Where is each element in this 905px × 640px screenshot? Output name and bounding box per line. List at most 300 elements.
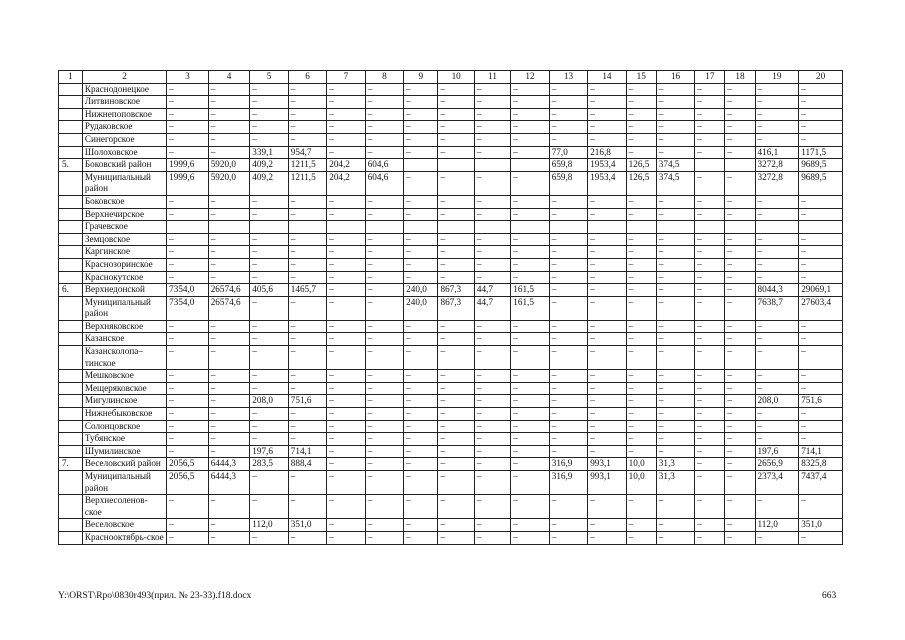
- table-cell: –: [656, 346, 694, 370]
- table-cell: [511, 159, 549, 172]
- table-cell: –: [208, 195, 250, 208]
- table-cell: –: [365, 96, 403, 109]
- table-cell: –: [588, 233, 626, 246]
- row-number: [59, 382, 83, 395]
- table-cell: –: [549, 370, 587, 383]
- table-cell: –: [474, 258, 510, 271]
- row-name: Шумилинское: [82, 445, 166, 458]
- table-cell: –: [755, 333, 799, 346]
- table-cell: 867,3: [438, 296, 474, 320]
- table-cell: –: [365, 121, 403, 134]
- table-cell: –: [327, 96, 365, 109]
- table-cell: –: [438, 445, 474, 458]
- table-cell: –: [799, 133, 843, 146]
- row-name: Верхнечирское: [82, 208, 166, 221]
- table-cell: –: [656, 408, 694, 421]
- table-cell: –: [725, 420, 755, 433]
- table-cell: –: [474, 382, 510, 395]
- table-cell: –: [755, 320, 799, 333]
- table-cell: –: [799, 246, 843, 259]
- table-cell: –: [365, 108, 403, 121]
- table-cell: –: [250, 96, 288, 109]
- table-cell: –: [327, 346, 365, 370]
- row-number: [59, 83, 83, 96]
- table-cell: –: [695, 233, 725, 246]
- table-cell: –: [695, 382, 725, 395]
- table-cell: –: [511, 246, 549, 259]
- table-cell: [365, 221, 403, 234]
- table-cell: 993,1: [588, 471, 626, 495]
- table-row: [59, 83, 843, 96]
- table-cell: –: [438, 121, 474, 134]
- table-cell: –: [365, 433, 403, 446]
- row-number: [59, 195, 83, 208]
- table-cell: –: [438, 146, 474, 159]
- table-cell: –: [626, 346, 656, 370]
- table-cell: –: [288, 471, 326, 495]
- table-cell: 316,9: [549, 458, 587, 471]
- table-cell: –: [626, 284, 656, 297]
- table-cell: –: [404, 333, 438, 346]
- table-cell: –: [588, 395, 626, 408]
- table-cell: –: [588, 258, 626, 271]
- table-cell: –: [799, 195, 843, 208]
- table-row: [59, 108, 843, 121]
- table-cell: –: [208, 146, 250, 159]
- row-name: Тубянское: [82, 433, 166, 446]
- row-name: Верхняковское: [82, 320, 166, 333]
- table-cell: –: [626, 333, 656, 346]
- table-cell: –: [511, 408, 549, 421]
- table-cell: –: [695, 408, 725, 421]
- row-number: [59, 121, 83, 134]
- table-cell: –: [626, 208, 656, 221]
- table-cell: –: [404, 408, 438, 421]
- table-cell: 208,0: [755, 395, 799, 408]
- table-cell: –: [725, 433, 755, 446]
- row-number: 5.: [59, 159, 83, 172]
- table-cell: –: [511, 495, 549, 519]
- table-cell: –: [327, 408, 365, 421]
- table-cell: –: [288, 382, 326, 395]
- table-cell: 8325,8: [799, 458, 843, 471]
- table-cell: –: [474, 408, 510, 421]
- table-cell: –: [799, 370, 843, 383]
- table-cell: 409,2: [250, 159, 288, 172]
- table-cell: 1953,4: [588, 171, 626, 195]
- table-cell: –: [656, 333, 694, 346]
- table-cell: –: [511, 395, 549, 408]
- table-cell: –: [656, 271, 694, 284]
- table-cell: –: [474, 458, 510, 471]
- table-cell: –: [208, 121, 250, 134]
- row-name: Казанское: [82, 333, 166, 346]
- table-cell: –: [725, 271, 755, 284]
- table-row: [59, 121, 843, 134]
- row-number: [59, 395, 83, 408]
- table-row: [59, 296, 843, 320]
- table-cell: –: [250, 258, 288, 271]
- table-cell: 751,6: [288, 395, 326, 408]
- table-cell: –: [327, 284, 365, 297]
- table-cell: –: [288, 531, 326, 544]
- table-cell: –: [167, 233, 209, 246]
- table-cell: –: [725, 320, 755, 333]
- table-cell: –: [695, 495, 725, 519]
- table-cell: [725, 159, 755, 172]
- table-cell: –: [208, 258, 250, 271]
- table-row: [59, 146, 843, 159]
- table-row: [59, 233, 843, 246]
- table-cell: –: [725, 96, 755, 109]
- table-cell: –: [438, 96, 474, 109]
- table-cell: –: [365, 320, 403, 333]
- table-cell: –: [288, 420, 326, 433]
- table-cell: –: [725, 458, 755, 471]
- table-cell: 5920,0: [208, 159, 250, 172]
- table-cell: –: [288, 370, 326, 383]
- table-cell: 1953,4: [588, 159, 626, 172]
- table-cell: –: [167, 320, 209, 333]
- header-cell: 20: [799, 71, 843, 84]
- table-cell: –: [725, 133, 755, 146]
- table-cell: –: [695, 171, 725, 195]
- table-cell: [474, 221, 510, 234]
- table-cell: [474, 159, 510, 172]
- table-cell: –: [656, 433, 694, 446]
- table-cell: –: [404, 420, 438, 433]
- row-number: [59, 445, 83, 458]
- table-cell: 112,0: [250, 519, 288, 532]
- table-cell: –: [404, 83, 438, 96]
- table-cell: 197,6: [755, 445, 799, 458]
- table-cell: –: [167, 271, 209, 284]
- table-cell: –: [695, 370, 725, 383]
- table-cell: –: [250, 271, 288, 284]
- table-cell: –: [511, 233, 549, 246]
- table-row: [59, 433, 843, 446]
- table-cell: –: [511, 208, 549, 221]
- table-cell: –: [799, 433, 843, 446]
- row-name: Боковское: [82, 195, 166, 208]
- table-cell: 7437,4: [799, 471, 843, 495]
- table-cell: –: [588, 420, 626, 433]
- table-cell: 7354,0: [167, 296, 209, 320]
- table-cell: –: [656, 233, 694, 246]
- table-cell: –: [511, 195, 549, 208]
- table-row: [59, 221, 843, 234]
- table-cell: [438, 221, 474, 234]
- table-cell: –: [755, 382, 799, 395]
- table-cell: –: [695, 320, 725, 333]
- table-cell: –: [695, 519, 725, 532]
- table-cell: –: [549, 420, 587, 433]
- table-row: [59, 370, 843, 383]
- row-name: Нижнебыковское: [82, 408, 166, 421]
- table-cell: 161,5: [511, 284, 549, 297]
- table-cell: –: [626, 258, 656, 271]
- table-cell: –: [725, 284, 755, 297]
- table-cell: –: [799, 121, 843, 134]
- table-cell: –: [588, 133, 626, 146]
- header-cell: 18: [725, 71, 755, 84]
- table-cell: –: [626, 195, 656, 208]
- table-cell: –: [365, 445, 403, 458]
- table-cell: 714,1: [288, 445, 326, 458]
- table-cell: –: [695, 420, 725, 433]
- table-cell: –: [404, 96, 438, 109]
- table-cell: 1171,5: [799, 146, 843, 159]
- table-cell: –: [208, 233, 250, 246]
- table-cell: –: [695, 395, 725, 408]
- table-cell: –: [588, 370, 626, 383]
- row-number: [59, 320, 83, 333]
- table-cell: –: [695, 83, 725, 96]
- row-number: [59, 420, 83, 433]
- table-cell: –: [404, 233, 438, 246]
- table-cell: –: [511, 346, 549, 370]
- table-cell: –: [588, 408, 626, 421]
- table-row: [59, 531, 843, 544]
- table-cell: –: [438, 370, 474, 383]
- table-cell: –: [327, 519, 365, 532]
- table-cell: –: [208, 208, 250, 221]
- row-number: [59, 296, 83, 320]
- table-cell: –: [626, 121, 656, 134]
- table-cell: –: [365, 519, 403, 532]
- table-cell: –: [474, 519, 510, 532]
- table-cell: –: [755, 370, 799, 383]
- table-cell: –: [208, 320, 250, 333]
- table-cell: –: [725, 408, 755, 421]
- table-cell: –: [167, 519, 209, 532]
- table-cell: 351,0: [288, 519, 326, 532]
- table-cell: –: [208, 108, 250, 121]
- row-name: Каргинское: [82, 246, 166, 259]
- table-cell: –: [549, 121, 587, 134]
- table-cell: –: [288, 408, 326, 421]
- table-cell: –: [549, 208, 587, 221]
- table-cell: –: [208, 370, 250, 383]
- table-cell: –: [327, 83, 365, 96]
- table-cell: –: [327, 382, 365, 395]
- table-cell: –: [588, 445, 626, 458]
- table-cell: –: [474, 146, 510, 159]
- table-cell: –: [799, 320, 843, 333]
- table-cell: –: [167, 246, 209, 259]
- table-cell: –: [588, 519, 626, 532]
- table-cell: –: [288, 495, 326, 519]
- table-cell: –: [365, 296, 403, 320]
- table-cell: –: [438, 233, 474, 246]
- table-cell: –: [365, 133, 403, 146]
- table-cell: –: [549, 333, 587, 346]
- table-cell: –: [588, 296, 626, 320]
- table-cell: –: [250, 83, 288, 96]
- table-cell: [511, 221, 549, 234]
- header-cell: 2: [82, 71, 166, 84]
- row-name: Боковский район: [82, 159, 166, 172]
- table-cell: –: [799, 96, 843, 109]
- table-cell: –: [725, 83, 755, 96]
- table-cell: –: [438, 395, 474, 408]
- table-cell: –: [511, 121, 549, 134]
- table-cell: [626, 221, 656, 234]
- table-cell: –: [404, 458, 438, 471]
- table-cell: –: [656, 370, 694, 383]
- table-cell: –: [365, 346, 403, 370]
- table-cell: –: [288, 258, 326, 271]
- table-cell: –: [438, 108, 474, 121]
- table-cell: –: [588, 96, 626, 109]
- table-cell: –: [208, 271, 250, 284]
- table-cell: –: [438, 271, 474, 284]
- table-cell: –: [511, 531, 549, 544]
- table-cell: –: [438, 531, 474, 544]
- table-cell: –: [404, 208, 438, 221]
- table-cell: –: [404, 445, 438, 458]
- table-cell: –: [288, 96, 326, 109]
- row-number: [59, 146, 83, 159]
- table-cell: –: [327, 395, 365, 408]
- footer-page-number: 663: [822, 591, 837, 601]
- table-cell: –: [695, 445, 725, 458]
- table-cell: 1999,6: [167, 159, 209, 172]
- table-cell: –: [799, 108, 843, 121]
- table-cell: –: [208, 83, 250, 96]
- row-name: Грачевское: [82, 221, 166, 234]
- table-cell: –: [250, 320, 288, 333]
- table-cell: –: [365, 458, 403, 471]
- row-number: [59, 370, 83, 383]
- table-row: [59, 271, 843, 284]
- table-cell: –: [511, 370, 549, 383]
- table-cell: –: [626, 395, 656, 408]
- table-row: [59, 258, 843, 271]
- row-number: [59, 221, 83, 234]
- table-cell: 405,6: [250, 284, 288, 297]
- table-cell: –: [438, 420, 474, 433]
- table-cell: 29069,1: [799, 284, 843, 297]
- table-cell: –: [725, 195, 755, 208]
- table-cell: –: [438, 83, 474, 96]
- header-row: [59, 71, 843, 84]
- table-cell: –: [695, 121, 725, 134]
- table-cell: –: [365, 471, 403, 495]
- table-cell: –: [208, 96, 250, 109]
- table-cell: –: [725, 146, 755, 159]
- table-cell: –: [549, 284, 587, 297]
- table-cell: –: [327, 531, 365, 544]
- row-number: [59, 208, 83, 221]
- table-cell: –: [626, 83, 656, 96]
- table-cell: –: [167, 121, 209, 134]
- table-cell: 27603,4: [799, 296, 843, 320]
- row-number: [59, 433, 83, 446]
- row-number: [59, 408, 83, 421]
- table-cell: –: [626, 233, 656, 246]
- row-name: Шолоховское: [82, 146, 166, 159]
- table-cell: 7638,7: [755, 296, 799, 320]
- table-cell: 240,0: [404, 284, 438, 297]
- row-name: Муниципальный район: [82, 471, 166, 495]
- table-cell: –: [656, 320, 694, 333]
- table-cell: –: [474, 96, 510, 109]
- table-cell: –: [474, 433, 510, 446]
- table-cell: 888,4: [288, 458, 326, 471]
- header-cell: 12: [511, 71, 549, 84]
- table-cell: –: [288, 233, 326, 246]
- header-cell: 19: [755, 71, 799, 84]
- table-cell: 714,1: [799, 445, 843, 458]
- table-cell: [288, 221, 326, 234]
- table-cell: 2056,5: [167, 471, 209, 495]
- table-cell: –: [799, 531, 843, 544]
- table-cell: –: [474, 246, 510, 259]
- table-cell: –: [549, 519, 587, 532]
- table-cell: –: [327, 433, 365, 446]
- table-cell: –: [755, 246, 799, 259]
- row-name: Краснодонецкое: [82, 83, 166, 96]
- table-cell: 993,1: [588, 458, 626, 471]
- table-cell: 112,0: [755, 519, 799, 532]
- table-cell: –: [626, 519, 656, 532]
- table-cell: –: [365, 246, 403, 259]
- table-cell: –: [474, 333, 510, 346]
- table-cell: 6444,3: [208, 471, 250, 495]
- table-cell: –: [549, 320, 587, 333]
- header-cell: 9: [404, 71, 438, 84]
- table-cell: –: [288, 83, 326, 96]
- table-cell: –: [327, 195, 365, 208]
- table-cell: –: [588, 83, 626, 96]
- table-cell: –: [725, 346, 755, 370]
- row-name: Казансколопа–тинское: [82, 346, 166, 370]
- table-cell: –: [288, 121, 326, 134]
- table-cell: –: [288, 133, 326, 146]
- table-cell: –: [626, 420, 656, 433]
- table-cell: –: [365, 395, 403, 408]
- table-cell: –: [404, 395, 438, 408]
- table-cell: –: [288, 333, 326, 346]
- table-cell: –: [327, 320, 365, 333]
- table-row: [59, 159, 843, 172]
- table-cell: 161,5: [511, 296, 549, 320]
- table-cell: 9689,5: [799, 171, 843, 195]
- row-number: [59, 531, 83, 544]
- row-number: [59, 333, 83, 346]
- table-cell: –: [365, 195, 403, 208]
- table-cell: –: [438, 171, 474, 195]
- row-name: Веселовский район: [82, 458, 166, 471]
- table-cell: 2656,9: [755, 458, 799, 471]
- table-cell: –: [799, 346, 843, 370]
- table-cell: –: [725, 296, 755, 320]
- table-row: [59, 320, 843, 333]
- table-row: [59, 445, 843, 458]
- table-cell: –: [404, 320, 438, 333]
- header-cell: 17: [695, 71, 725, 84]
- table-cell: 9689,5: [799, 159, 843, 172]
- table-cell: –: [656, 108, 694, 121]
- table-cell: –: [695, 458, 725, 471]
- table-cell: –: [755, 133, 799, 146]
- table-cell: –: [755, 420, 799, 433]
- table-cell: 316,9: [549, 471, 587, 495]
- table-cell: –: [755, 96, 799, 109]
- table-cell: –: [588, 320, 626, 333]
- table-cell: –: [327, 471, 365, 495]
